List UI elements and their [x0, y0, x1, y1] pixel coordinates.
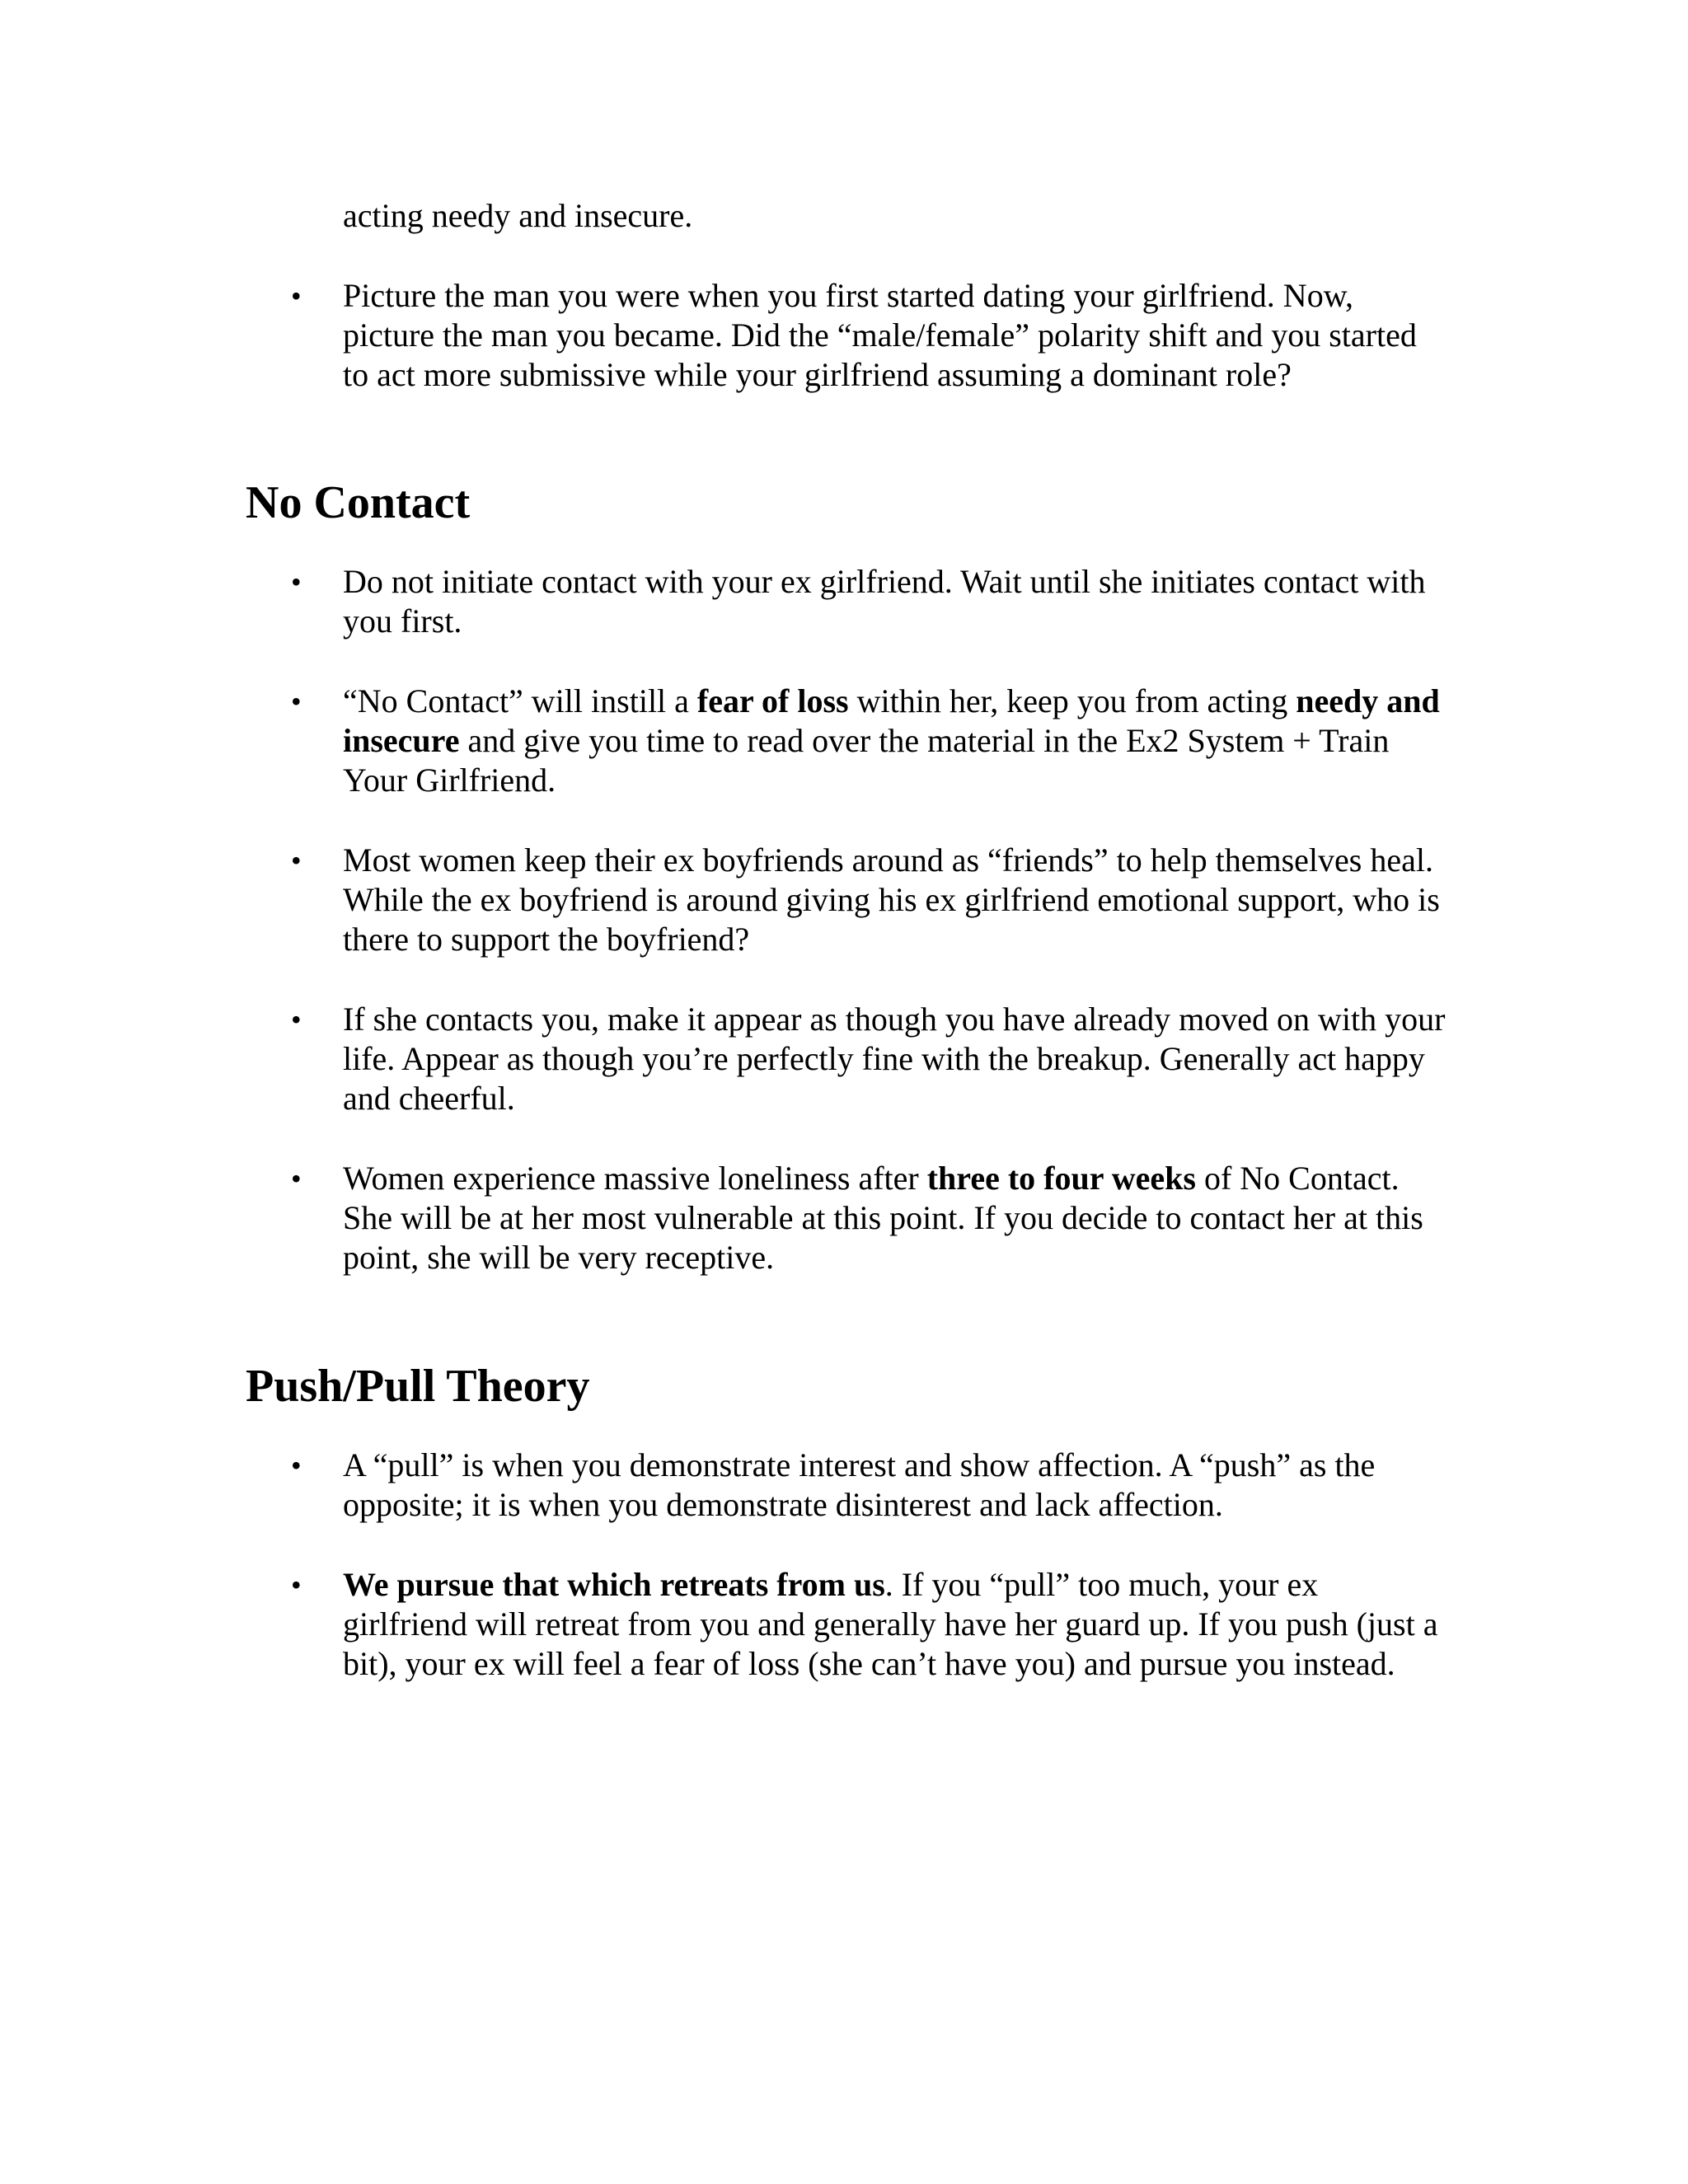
bold-text: three to four weeks [926, 1160, 1196, 1197]
bullet-icon: • [291, 685, 302, 718]
text-run: Picture the man you were when you first started dating your girlfriend. Now, picture the man you became. Did the “male/female” polarity shift and you started to act more submissive while your girlfriend assuming a dominant role? [343, 277, 1417, 393]
text-run: A “pull” is when you demonstrate interest and show affection. A “push” as the opposite; it is when you demonstrate disinterest and lack affection. [343, 1446, 1376, 1523]
bullet-text [343, 682, 1440, 799]
bullet-item [246, 682, 1449, 800]
text-run: Women experience massive loneliness after [343, 1160, 927, 1197]
bullet-icon: • [291, 1003, 302, 1036]
bullet-item [246, 1446, 1449, 1525]
bullet-icon: • [291, 1568, 302, 1601]
text-run: Most women keep their ex boyfriends around as “friends” to help themselves heal. While the ex boyfriend is around giving his ex girlfriend emotional support, who is there to support the boyfriend? [343, 841, 1440, 958]
bullet-list [246, 562, 1449, 1277]
bold-text: fear of loss [696, 682, 849, 719]
bold-text: needy and insecure [343, 682, 1440, 759]
bullet-item [246, 1159, 1449, 1277]
continued-paragraph: acting needy and insecure. [343, 197, 693, 234]
section-heading-push-pull-theory: Push/Pull Theory [246, 1361, 590, 1412]
bullet-item [246, 1000, 1449, 1118]
bullet-icon: • [291, 1162, 302, 1195]
text-run: within her, keep you from acting [848, 682, 1296, 719]
text-run: Do not initiate contact with your ex girlfriend. Wait until she initiates contact with you first. [343, 563, 1426, 640]
text-run: If she contacts you, make it appear as though you have already moved on with your life. Appear as though you’re perfectly fine with the breakup. Generally act happy and cheerful. [343, 1001, 1446, 1117]
bullet-icon: • [291, 565, 302, 598]
bullet-text [343, 1566, 1437, 1682]
bold-text: We pursue that which retreats from us [343, 1566, 885, 1603]
bullet-text [343, 1446, 1375, 1523]
text-run: “No Contact” will instill a [343, 682, 697, 719]
bullet-list [246, 276, 1449, 395]
bullet-text [343, 1001, 1445, 1117]
text-run: of No Contact. She will be at her most vulnerable at this point. If you decide to contact her at this point, she will be very receptive. [343, 1160, 1423, 1276]
bullet-list [246, 1446, 1449, 1684]
page-content [246, 196, 1449, 1684]
bullet-icon: • [291, 844, 302, 877]
bullet-icon: • [291, 279, 302, 312]
bullet-text [343, 563, 1426, 640]
bullet-text [343, 841, 1440, 958]
bullet-text [343, 1160, 1423, 1276]
bullet-item [246, 1565, 1449, 1684]
bullet-icon: • [291, 1449, 302, 1482]
bullet-item [246, 562, 1449, 641]
section-heading-no-contact: No Contact [246, 477, 471, 528]
bullet-item [246, 841, 1449, 959]
text-run: . If you “pull” too much, your ex girlfriend will retreat from you and generally have her guard up. If you push (just a bit), your ex will feel a fear of loss (she can’t have you) and pursue you instead. [343, 1566, 1438, 1682]
text-run: and give you time to read over the material in the Ex2 System + Train Your Girlfriend. [343, 722, 1390, 799]
bullet-text [343, 277, 1417, 393]
bullet-item [246, 276, 1449, 395]
